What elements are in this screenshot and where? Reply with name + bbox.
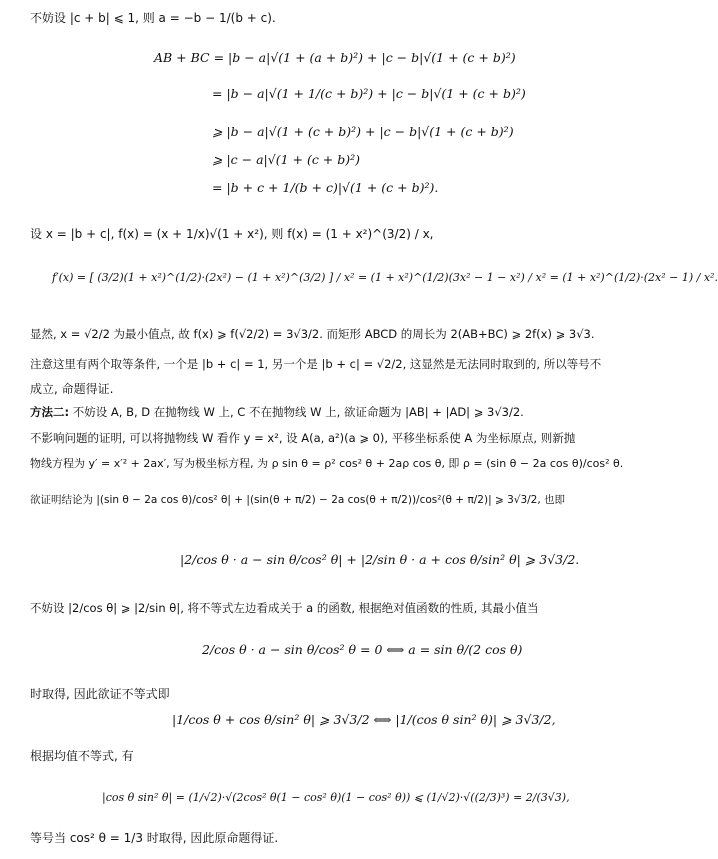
- text-line-5: 成立, 命题得证.: [30, 382, 114, 396]
- equation-derivative: f′(x) = [ (3/2)(1 + x²)^(1/2)·(2x²) − (1 + x²)^(3/2) ] / x² = (1 + x²)^(1/2)(3x² − 1 − x²) / x² = (1 + x²)^(1/2)·(2x² − 1) / x².: [52, 271, 718, 284]
- text-line-8: 物线方程为 y′ = x′² + 2ax′, 写为极坐标方程, 为 ρ sin θ = ρ² cos² θ + 2aρ cos θ, 即 ρ = (sin θ − 2a cos θ)/cos² θ.: [30, 457, 624, 470]
- equation-equivalent: |1/cos θ + cos θ/sin² θ| ⩾ 3√3/2 ⟺ |1/(cos θ sin² θ)| ⩾ 3√3/2,: [172, 712, 556, 727]
- text-line-1: 不妨设 |c + b| ⩽ 1, 则 a = −b − 1/(b + c).: [30, 11, 276, 25]
- text-line-12: 根据均值不等式, 有: [30, 749, 134, 763]
- text-line-4: 注意这里有两个取等条件, 一个是 |b + c| = 1, 另一个是 |b + c| = √2/2, 这显然是无法同时取到的, 所以等号不: [30, 357, 602, 371]
- equation-ab-bc-3: ⩾ |b − a|√(1 + (c + b)²) + |c − b|√(1 + (c + b)²): [212, 124, 514, 139]
- method-two-heading: 方法二:: [30, 405, 70, 419]
- text-line-3: 显然, x = √2/2 为最小值点, 故 f(x) ⩾ f(√2/2) = 3√3/2. 而矩形 ABCD 的周长为 2(AB+BC) ⩾ 2f(x) ⩾ 3√3.: [30, 327, 595, 341]
- text-line-10: 不妨设 |2/cos θ| ⩾ |2/sin θ|, 将不等式左边看成关于 a 的函数, 根据绝对值函数的性质, 其最小值当: [30, 601, 539, 615]
- equation-abs-sum: |2/cos θ · a − sin θ/cos² θ| + |2/sin θ · a + cos θ/sin² θ| ⩾ 3√3/2.: [180, 552, 580, 567]
- equation-ab-bc-5: = |b + c + 1/(b + c)|√(1 + (c + b)²).: [212, 180, 439, 195]
- text-line-6: 不妨设 A, B, D 在抛物线 W 上, C 不在抛物线 W 上, 欲证命题为 |AB| + |AD| ⩾ 3√3/2.: [72, 405, 524, 419]
- text-line-9: 欲证明结论为 |(sin θ − 2a cos θ)/cos² θ| + |(sin(θ + π/2) − 2a cos(θ + π/2))/cos²(θ + π/2)| ⩾ 3√3/2, 也即: [30, 494, 566, 506]
- text-line-7: 不影响问题的证明, 可以将抛物线 W 看作 y = x², 设 A(a, a²)(a ⩾ 0), 平移坐标系使 A 为坐标原点, 则新抛: [30, 431, 576, 445]
- equation-am-gm: |cos θ sin² θ| = (1/√2)·√(2cos² θ(1 − cos² θ)(1 − cos² θ)) ⩽ (1/√2)·√((2/3)³) = 2/(3√3),: [102, 791, 570, 804]
- text-line-13: 等号当 cos² θ = 1/3 时取得, 因此原命题得证.: [30, 831, 279, 845]
- equation-ab-bc-1: AB + BC = |b − a|√(1 + (a + b)²) + |c − b|√(1 + (c + b)²): [154, 50, 516, 65]
- equation-ab-bc-4: ⩾ |c − a|√(1 + (c + b)²): [212, 152, 361, 167]
- equation-ab-bc-2: = |b − a|√(1 + 1/(c + b)²) + |c − b|√(1 + (c + b)²): [212, 86, 526, 101]
- text-line-11: 时取得, 因此欲证不等式即: [30, 687, 170, 701]
- equation-min-condition: 2/cos θ · a − sin θ/cos² θ = 0 ⟺ a = sin θ/(2 cos θ): [202, 642, 523, 657]
- text-line-2: 设 x = |b + c|, f(x) = (x + 1/x)√(1 + x²), 则 f(x) = (1 + x²)^(3/2) / x,: [30, 227, 434, 241]
